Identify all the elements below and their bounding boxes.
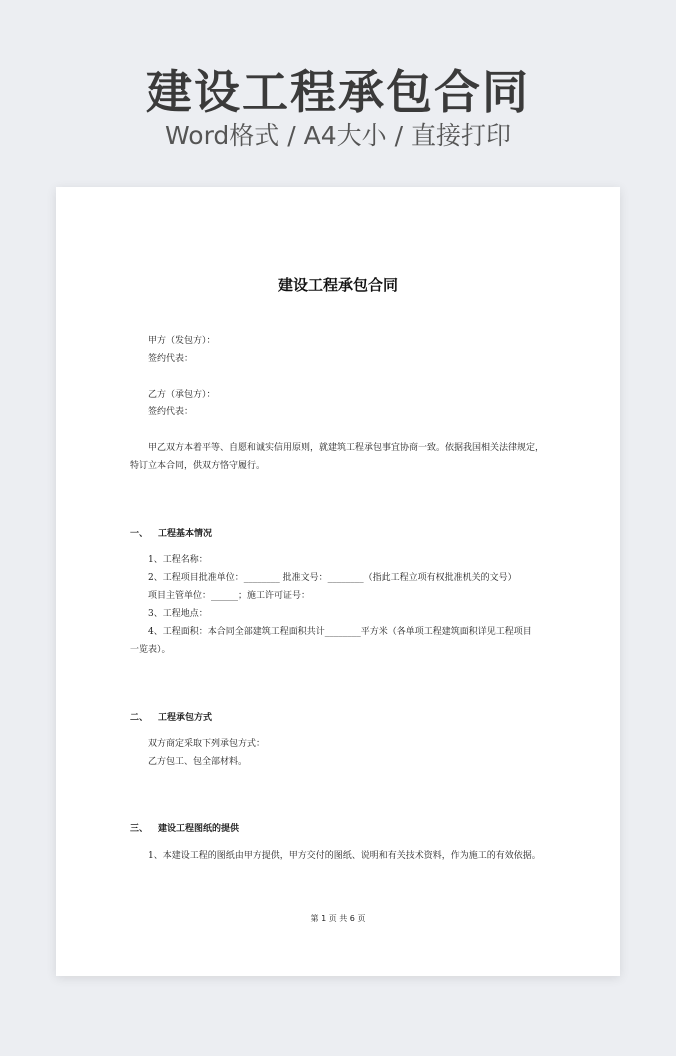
section-1-number: 一、 bbox=[130, 529, 149, 539]
section-1-heading bbox=[130, 526, 212, 539]
section-3-title: 建设工程图纸的提供 bbox=[158, 824, 240, 834]
section-1-item-4: 4、工程面积：本合同全部建筑工程面积共计________平方米（各单项工程建筑面积详见工程项目 bbox=[148, 627, 532, 637]
party-a-label: 甲方（发包方）： bbox=[148, 336, 216, 346]
section-3-number: 三、 bbox=[130, 824, 149, 834]
banner-subtitle: Word格式 / A4大小 / 直接打印 bbox=[165, 121, 511, 150]
section-3-line-1: 1、本建设工程的图纸由甲方提供，甲方交付的图纸、说明和有关技术资料，作为施工的有效依据。 bbox=[148, 851, 541, 861]
section-1-item-4b: 一览表）。 bbox=[130, 645, 171, 655]
section-1-item-2b: 项目主管单位：______；施工许可证号： bbox=[148, 591, 311, 601]
document-title: 建设工程承包合同 bbox=[277, 276, 398, 294]
section-2-line-2: 乙方包工、包全部材料。 bbox=[148, 757, 248, 767]
section-1-item-1: 1、工程名称： bbox=[148, 555, 208, 565]
intro-paragraph: 甲乙双方本着平等、自愿和诚实信用原则，就建筑工程承包事宜协商一致。依据我国相关法律规定，特订立本合同，供双方恪守履行。 bbox=[130, 443, 545, 471]
party-a-representative: 签约代表： bbox=[148, 354, 194, 364]
section-2-line-1: 双方商定采取下列承包方式： bbox=[148, 739, 266, 749]
banner-title: 建设工程承包合同 bbox=[146, 65, 530, 119]
section-2-heading bbox=[130, 710, 212, 723]
party-b-label: 乙方（承包方）： bbox=[148, 390, 216, 400]
document-page bbox=[56, 187, 620, 976]
section-1-item-2: 2、工程项目批准单位：________ 批准文号：________（指此工程立项有权批准机关的文号） bbox=[148, 573, 517, 583]
party-b-representative: 签约代表： bbox=[148, 407, 194, 417]
section-2-number: 二、 bbox=[130, 713, 149, 723]
section-2-title: 工程承包方式 bbox=[158, 713, 213, 723]
section-1-title: 工程基本情况 bbox=[158, 529, 213, 539]
section-1-item-3: 3、工程地点： bbox=[148, 609, 208, 619]
page-footer: 第 1 页 共 6 页 bbox=[310, 914, 366, 923]
section-3-heading bbox=[130, 821, 239, 834]
